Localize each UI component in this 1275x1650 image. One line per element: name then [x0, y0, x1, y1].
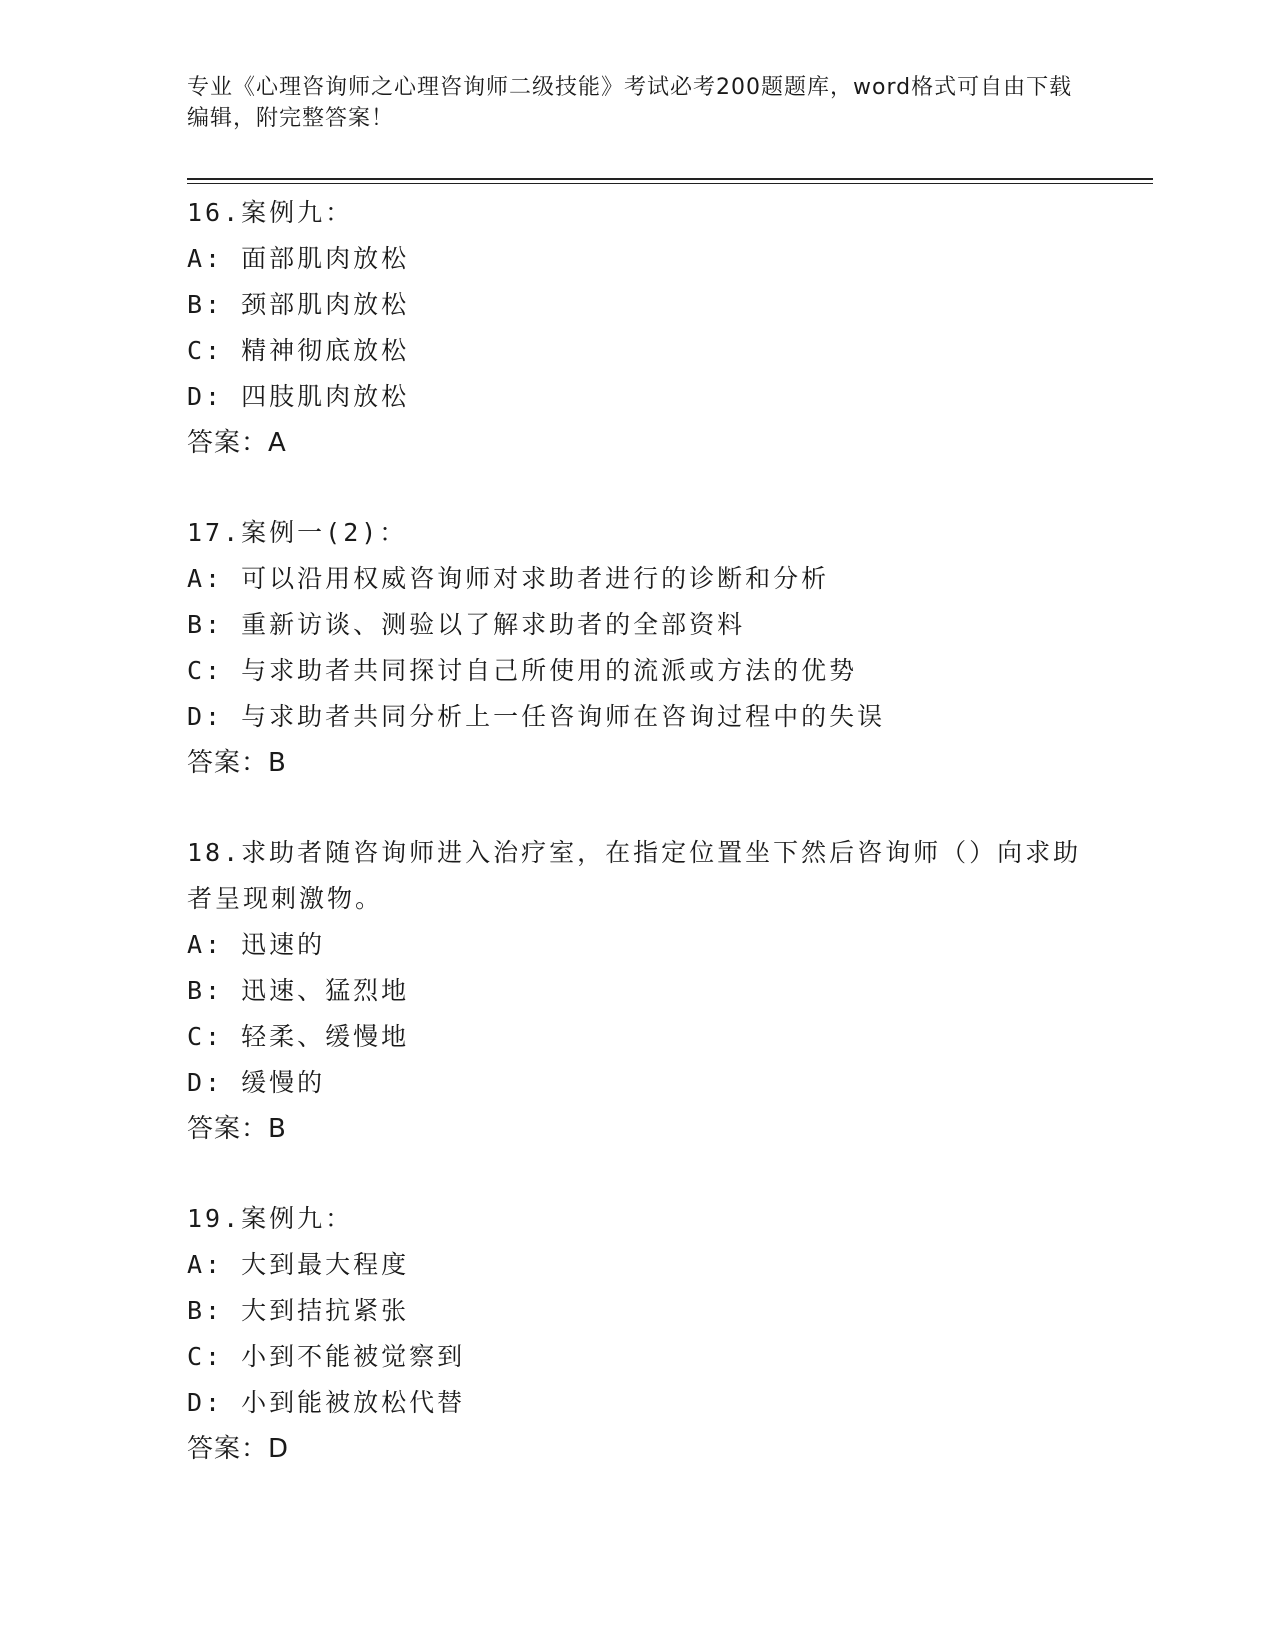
option-d: D: 与求助者共同分析上一任咨询师在咨询过程中的失误 [187, 702, 886, 731]
option-d: D: 小到能被放松代替 [187, 1388, 466, 1417]
option-c: C: 精神彻底放松 [187, 336, 410, 365]
option-a: A: 大到最大程度 [187, 1250, 410, 1279]
option-a: A: 迅速的 [187, 930, 326, 959]
option-d: D: 缓慢的 [187, 1068, 326, 1097]
option-a: A: 面部肌肉放松 [187, 244, 410, 273]
question-stem: 16.案例九： [187, 198, 354, 227]
question-stem: 18.求助者随咨询师进入治疗室，在指定位置坐下然后咨询师（）向求助者呈现刺激物。 [187, 838, 1082, 913]
option-d: D: 四肢肌肉放松 [187, 382, 410, 411]
answer-label: 答案：B [187, 1114, 287, 1144]
question-16 [187, 190, 1087, 466]
question-stem: 19.案例九： [187, 1204, 354, 1233]
question-list [187, 190, 1087, 1516]
question-19 [187, 1196, 1087, 1472]
option-b: B: 重新访谈、测验以了解求助者的全部资料 [187, 610, 746, 639]
question-stem: 17.案例一(2)： [187, 518, 408, 547]
option-c: C: 轻柔、缓慢地 [187, 1022, 410, 1051]
option-a: A: 可以沿用权威咨询师对求助者进行的诊断和分析 [187, 564, 830, 593]
option-b: B: 大到拮抗紧张 [187, 1296, 410, 1325]
option-b: B: 迅速、猛烈地 [187, 976, 410, 1005]
option-c: C: 与求助者共同探讨自己所使用的流派或方法的优势 [187, 656, 858, 685]
answer-label: 答案：A [187, 428, 287, 458]
option-c: C: 小到不能被觉察到 [187, 1342, 466, 1371]
document-header: 专业《心理咨询师之心理咨询师二级技能》考试必考200题题库，word格式可自由下载编辑，附完整答案！ [187, 75, 1073, 131]
answer-label: 答案：D [187, 1434, 290, 1464]
question-18 [187, 830, 1087, 1152]
question-17 [187, 510, 1087, 786]
option-b: B: 颈部肌肉放松 [187, 290, 410, 319]
answer-label: 答案：B [187, 748, 287, 778]
header-divider-thick [187, 178, 1153, 180]
header-divider-thin [187, 183, 1153, 184]
